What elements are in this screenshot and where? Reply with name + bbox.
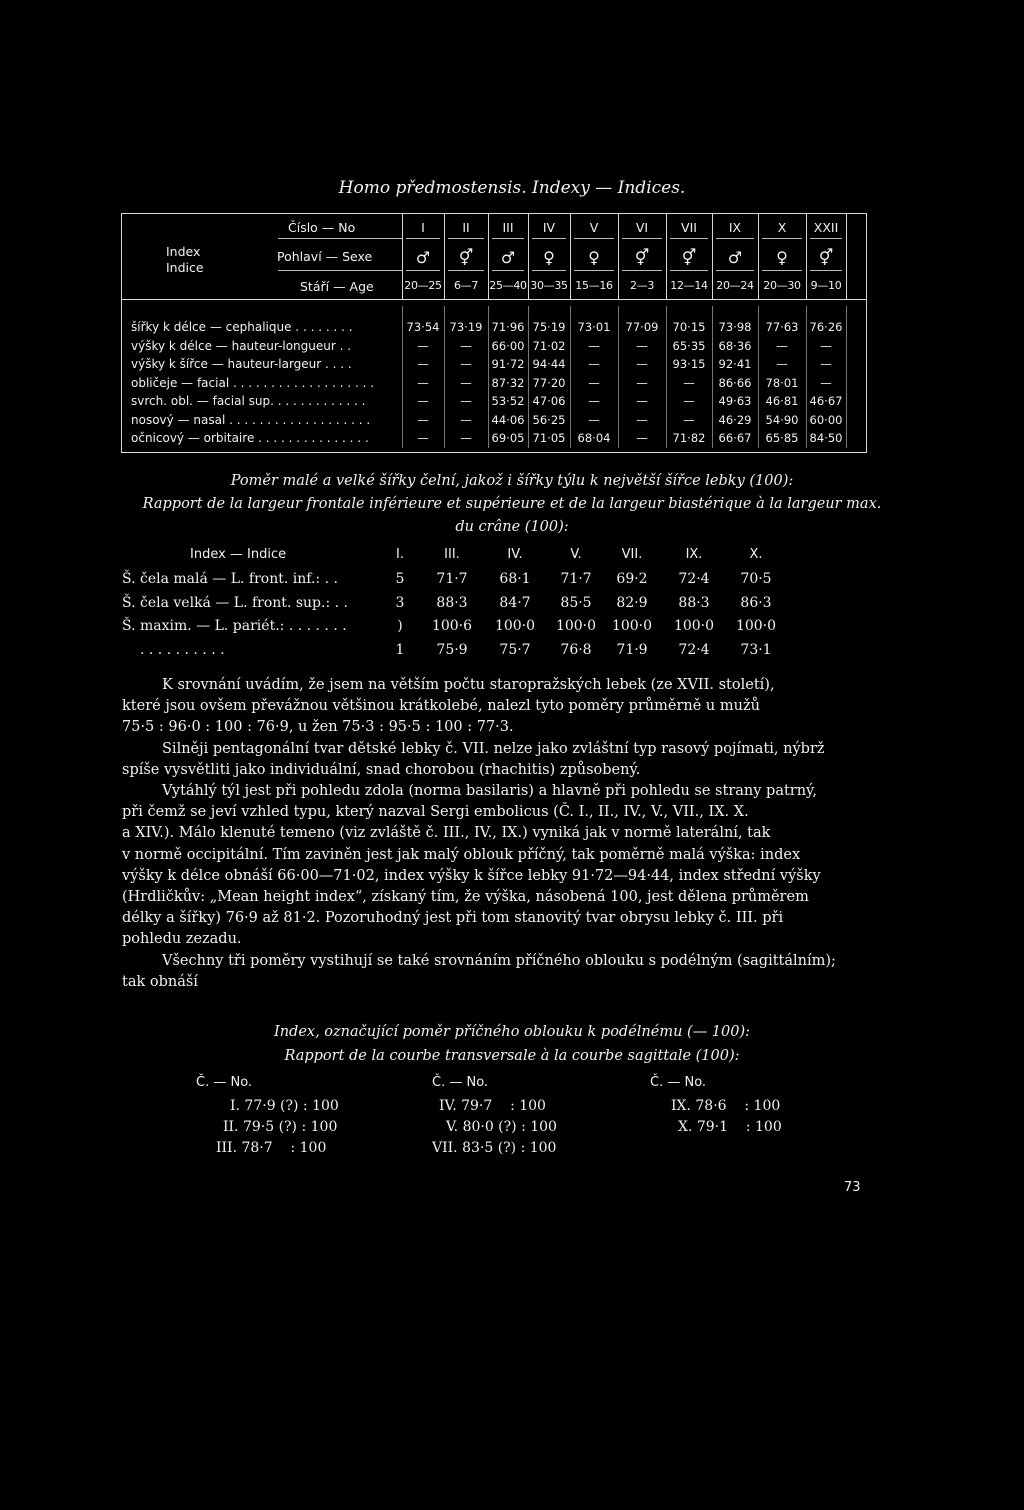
table2-cell: 72·4 [678, 571, 710, 587]
cell-underline [448, 238, 484, 240]
header-ages-cell: 6—7 [453, 279, 479, 292]
table2-cell: 88·3 [436, 594, 468, 611]
cell-underline [492, 270, 524, 272]
table-cell: 73·01 [577, 320, 611, 334]
table2-header-cell: Index — Indice [190, 547, 287, 562]
table-cell: 49·63 [718, 394, 752, 408]
cell-underline [574, 238, 614, 240]
table-cell: — [636, 431, 648, 445]
table-cell: 71·02 [532, 338, 566, 353]
table-cell: — [460, 338, 472, 353]
table-cell: — [417, 394, 429, 408]
table-cell: — [417, 375, 429, 390]
table2-cell: 100·0 [555, 618, 597, 634]
cell-underline [532, 270, 566, 272]
table-cell: 77·20 [532, 375, 566, 390]
table-cell: 47·06 [532, 394, 566, 408]
table-cell: 46·29 [718, 412, 752, 427]
caption3-fr: Rapport de la courbe transversale à la courbe sagittale (100): [284, 1048, 740, 1064]
header-numbers-cell: IX [728, 220, 742, 235]
table2-cell: 71·9 [616, 641, 648, 658]
table2-cell: Š. čela malá — L. front. inf.: . . [122, 571, 338, 587]
table-cell: 73·98 [718, 320, 752, 334]
table-row-label: obličeje — facial . . . . . . . . . . . . . . . . . . . [131, 375, 375, 390]
table2-cell: Š. čela velká — L. front. sup.: . . [122, 594, 348, 611]
table2-header-cell: VII. [621, 547, 643, 562]
body-line: Všechny tři poměry vystihují se také srovnáním příčného oblouku s podélným (sagittálním); [162, 952, 836, 969]
table2-cell: Š. maxim. — L. pariét.: . . . . . . . [122, 618, 347, 634]
table2-header-cell: IX. [685, 547, 703, 562]
table2-header-cell: I. [396, 547, 404, 562]
body-line: Silněji pentagonální tvar dětské lebky č. VII. nelze jako zvláštní typ rasový pojímati, nýbrž [162, 740, 825, 757]
header-ages-cell: 20—30 [763, 279, 801, 292]
table-cell: — [820, 357, 832, 371]
table-cell: — [460, 357, 472, 371]
table-cell: — [683, 412, 695, 427]
table-cell: 73·19 [449, 320, 483, 334]
table2-cell: 100·0 [494, 618, 536, 634]
table-row-label: výšky k délce — hauteur-longueur . . [131, 338, 352, 353]
cell-underline [762, 238, 802, 240]
caption3-cz: Index, označující poměr příčného oblouku k podélnému (— 100): [273, 1024, 751, 1040]
table3-header-cell: Č. — No. [650, 1075, 707, 1090]
table-row-label: nosový — nasal . . . . . . . . . . . . . . . . . . . [131, 412, 371, 427]
table2-header-cell: X. [749, 547, 763, 562]
table-cell: — [588, 338, 600, 353]
table2-cell: 76·8 [560, 641, 592, 658]
header-sexes-cell: ⚥ [458, 248, 474, 267]
table-cell: — [460, 431, 472, 445]
table-cell: — [683, 394, 695, 408]
body-column-divider [846, 306, 847, 448]
header-sexes-cell: ♀ [588, 248, 600, 267]
table-cell: 86·66 [718, 375, 752, 390]
sex-row-label: Pohlaví — Sexe [277, 249, 373, 264]
table-cell: — [776, 357, 788, 371]
header-sexes-cell: ⚥ [681, 248, 697, 267]
table-cell: 94·44 [532, 357, 566, 371]
table-cell: 76·26 [809, 320, 843, 334]
table-cell: 46·67 [809, 394, 843, 408]
header-sexes-cell: ♂ [500, 248, 516, 267]
table2-cell: 75·7 [499, 641, 531, 658]
header-numbers-cell: VII [681, 220, 697, 235]
table-cell: — [683, 375, 695, 390]
table-cell: 77·09 [625, 320, 659, 334]
table-cell: — [636, 375, 648, 390]
header-sexes-cell: ♂ [415, 248, 431, 267]
cell-underline [716, 238, 754, 240]
table2-cell: ) [397, 618, 403, 634]
number-row-label: Číslo — No [288, 220, 356, 235]
cell-underline [810, 238, 842, 240]
body-line: pohledu zezadu. [122, 931, 242, 948]
header-sexes-cell: ♂ [727, 248, 743, 267]
age-row-label: Stáří — Age [300, 279, 374, 294]
table-cell: — [636, 338, 648, 353]
header-numbers-cell: IV [542, 220, 556, 235]
table-cell: — [460, 412, 472, 427]
table2-cell: 72·4 [678, 641, 710, 658]
table3-cell: X. 79·1 : 100 [678, 1119, 782, 1135]
cell-underline [670, 238, 708, 240]
table2-cell: 1 [395, 641, 405, 658]
index-label: Index [166, 244, 201, 259]
table3-cell: I. 77·9 (?) : 100 [230, 1098, 339, 1114]
table-cell: — [588, 394, 600, 408]
header-numbers-cell: II [462, 220, 470, 235]
caption-fr-2: du crâne (100): [455, 519, 569, 535]
index-table [121, 213, 867, 453]
body-line: K srovnání uvádím, že jsem na větším počtu staropražských lebek (ze XVII. století), [162, 677, 775, 693]
table-cell: 71·05 [532, 431, 566, 445]
table-cell: — [588, 412, 600, 427]
cell-underline [622, 270, 662, 272]
table-cell: — [636, 412, 648, 427]
table3-cell: VII. 83·5 (?) : 100 [432, 1140, 557, 1156]
table-cell: 66·67 [718, 431, 752, 445]
table2-cell: . . . . . . . . . . [140, 641, 225, 658]
table2-cell: 86·3 [740, 594, 772, 611]
table2-cell: 100·0 [673, 618, 715, 634]
table2-cell: 100·6 [431, 618, 473, 634]
table3-cell: V. 80·0 (?) : 100 [446, 1119, 557, 1135]
body-line: a XIV.). Málo klenuté temeno (viz zvláště č. III., IV., IX.) vyniká jak v normě laterální, tak [122, 825, 771, 842]
table-row-label: výšky k šířce — hauteur-largeur . . . . [131, 357, 352, 371]
table2-cell: 100·0 [735, 618, 777, 634]
header-numbers-cell: VI [635, 220, 649, 235]
table-cell: — [636, 394, 648, 408]
table2-header-cell: V. [570, 547, 582, 562]
header-sexes-cell: ♀ [776, 248, 788, 267]
table-cell: 70·15 [672, 320, 706, 334]
table-cell: — [417, 338, 429, 353]
header-numbers-cell: I [421, 220, 425, 235]
table-cell: 53·52 [491, 394, 525, 408]
cell-underline [716, 270, 754, 272]
header-ages-cell: 2—3 [629, 279, 655, 292]
table-cell: — [417, 412, 429, 427]
table-cell: 71·96 [491, 320, 525, 334]
body-line: výšky k délce obnáší 66·00—71·02, index výšky k šířce lebky 91·72—94·44, index střední výšky [122, 867, 821, 884]
table3-cell: III. 78·7 : 100 [216, 1140, 327, 1156]
body-line: spíše vysvětliti jako individuální, snad chorobou (rhachitis) způsobený. [122, 761, 641, 778]
cell-underline [762, 270, 802, 272]
body-line: tak obnáší [122, 973, 198, 990]
header-ages-cell: 25—40 [489, 279, 527, 292]
table-cell: 91·72 [491, 357, 525, 371]
table-cell: 68·04 [577, 431, 611, 445]
table2-cell: 70·5 [740, 571, 772, 587]
table2-cell: 75·9 [436, 641, 468, 658]
table-cell: 87·32 [491, 375, 525, 390]
caption-fr: Rapport de la largeur frontale inférieure et supérieure et de la largeur biastérique à la largeur max. [142, 496, 882, 512]
table-cell: — [820, 338, 832, 353]
body-line: (Hrdličkův: „Mean height index“, získaný tím, že výška, násobená 100, jest dělena průměrem [122, 889, 809, 905]
table-cell: 92·41 [718, 357, 752, 371]
table-cell: 65·85 [765, 431, 799, 445]
cell-underline [810, 270, 842, 272]
column-divider [846, 214, 847, 299]
table3-header-cell: Č. — No. [196, 1075, 253, 1090]
caption-cz: Poměr malé a velké šířky čelní, jakož i šířky týlu k největší šířce lebky (100): [230, 473, 794, 489]
table-cell: — [460, 394, 472, 408]
table-cell: 84·50 [809, 431, 843, 445]
header-numbers-cell: XXII [813, 220, 839, 235]
table2-cell: 69·2 [616, 571, 648, 587]
header-ages-cell: 20—24 [716, 279, 754, 292]
header-sexes-cell: ♀ [543, 248, 555, 267]
header-ages-cell: 12—14 [670, 279, 708, 292]
table-cell: 56·25 [532, 412, 566, 427]
table-cell: 73·54 [406, 320, 440, 334]
table-cell: — [460, 375, 472, 390]
table-row-label: šířky k délce — cephalique . . . . . . . . [131, 320, 353, 334]
table2-header-cell: IV. [507, 547, 523, 562]
table-cell: 68·36 [718, 338, 752, 353]
table2-cell: 100·0 [611, 618, 653, 634]
header-ages-cell: 20—25 [404, 279, 442, 292]
table-row-label: svrch. obl. — facial sup. . . . . . . . . . . . . [131, 394, 366, 408]
table2-cell: 73·1 [740, 641, 772, 658]
cell-underline [532, 238, 566, 240]
table2-cell: 71·7 [436, 571, 468, 587]
table3-header-cell: Č. — No. [432, 1075, 489, 1090]
page-number: 73 [844, 1180, 861, 1195]
table-cell: 93·15 [672, 357, 706, 371]
header-numbers-cell: III [502, 220, 514, 235]
header-ages-cell: 9—10 [810, 279, 842, 292]
table2-cell: 88·3 [678, 594, 710, 611]
table-cell: 77·63 [765, 320, 799, 334]
table2-cell: 71·7 [560, 571, 592, 587]
cell-underline [406, 238, 440, 240]
body-line: které jsou ovšem převážnou většinou krátkolebé, nalezl tyto poměry průměrně u mužů [122, 698, 760, 715]
page-title: Homo předmostensis. Indexy — Indices. [338, 178, 686, 198]
table-cell: 46·81 [765, 394, 799, 408]
body-line: v normě occipitální. Tím zaviněn jest jak malý oblouk příčný, tak poměrně malá výška: index [122, 846, 801, 863]
cell-underline [574, 270, 614, 272]
table-cell: 54·90 [765, 412, 799, 427]
cell-underline [670, 270, 708, 272]
header-divider [122, 299, 866, 300]
table2-cell: 5 [395, 571, 405, 587]
table-cell: 75·19 [532, 320, 566, 334]
header-ages-cell: 15—16 [575, 279, 613, 292]
table2-cell: 85·5 [560, 594, 592, 611]
table3-cell: II. 79·5 (?) : 100 [223, 1119, 338, 1135]
body-line: délky a šířky) 76·9 až 81·2. Pozoruhodný jest při tom stanovitý tvar obrysu lebky č. III. při [122, 910, 784, 927]
header-sexes-cell: ⚥ [818, 248, 834, 267]
table2-cell: 82·9 [616, 594, 648, 611]
body-line: při čemž se jeví vzhled typu, který nazval Sergi embolicus (Č. I., II., IV., V., VII., IX. X. [122, 804, 749, 821]
table-cell: 66·00 [491, 338, 525, 353]
table-cell: — [417, 431, 429, 445]
header-ages-cell: 30—35 [530, 279, 568, 292]
table-cell: 65·35 [672, 338, 706, 353]
table-cell: 60·00 [809, 412, 843, 427]
table2-cell: 84·7 [499, 594, 531, 611]
indice-label: Indice [166, 260, 204, 275]
table-cell: — [417, 357, 429, 371]
table-cell: 44·06 [491, 412, 525, 427]
table-cell: — [776, 338, 788, 353]
header-numbers-cell: V [589, 220, 599, 235]
table-cell: — [588, 375, 600, 390]
cell-underline [406, 270, 440, 272]
cell-underline [492, 238, 524, 240]
table2-cell: 68·1 [499, 571, 531, 587]
body-line: 75·5 : 96·0 : 100 : 76·9, u žen 75·3 : 95·5 : 100 : 77·3. [122, 719, 514, 736]
table-row-label: očnicový — orbitaire . . . . . . . . . . . . . . . [131, 431, 369, 445]
table-cell: — [588, 357, 600, 371]
header-numbers-cell: X [777, 220, 787, 235]
table3-cell: IX. 78·6 : 100 [671, 1098, 781, 1114]
table-cell: — [636, 357, 648, 371]
table2-header-cell: III. [444, 547, 460, 562]
table3-cell: IV. 79·7 : 100 [439, 1098, 546, 1114]
table-cell: 78·01 [765, 375, 799, 390]
table-cell: — [820, 375, 832, 390]
table-cell: 71·82 [672, 431, 706, 445]
cell-underline [448, 270, 484, 272]
table2-cell: 3 [395, 594, 405, 611]
table-cell: 69·05 [491, 431, 525, 445]
cell-underline [622, 238, 662, 240]
header-sexes-cell: ⚥ [634, 248, 650, 267]
body-line: Vytáhlý týl jest při pohledu zdola (norma basilaris) a hlavně při pohledu se strany patrný, [162, 783, 817, 799]
